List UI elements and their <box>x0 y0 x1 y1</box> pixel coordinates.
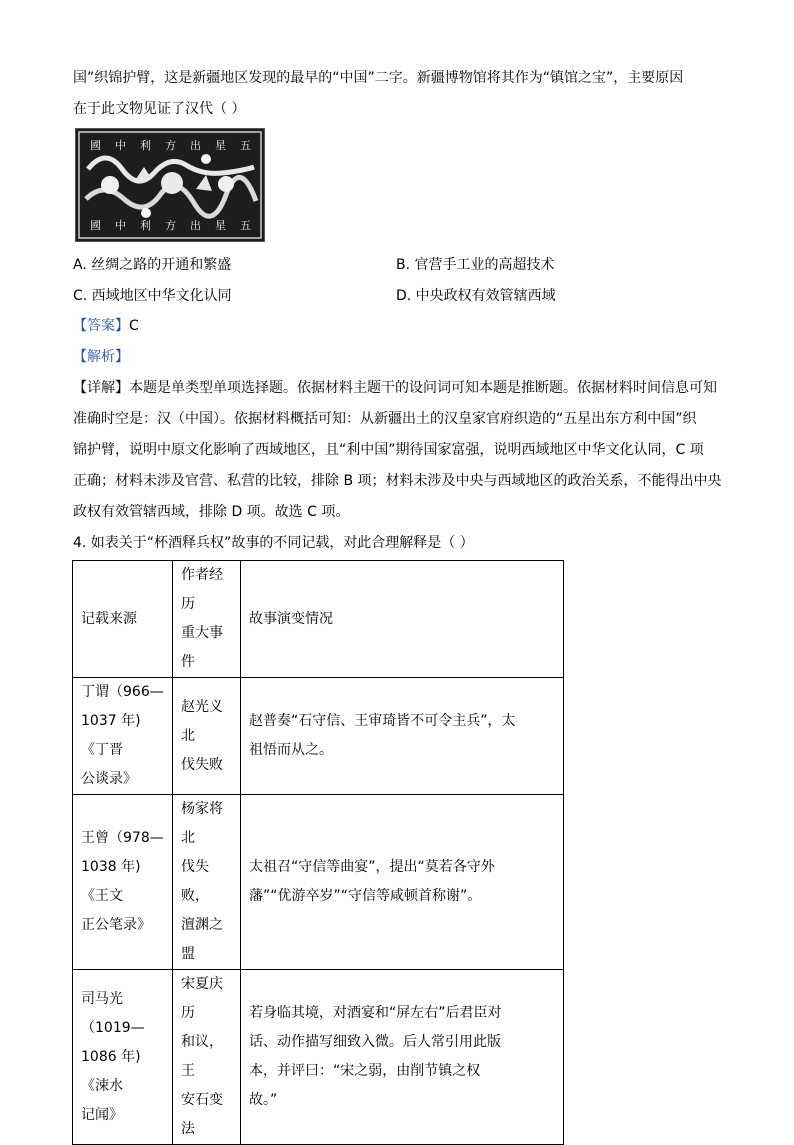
detail-line-5: 政权有效管辖西域，排除 D 项。故选 C 项。 <box>73 504 350 520</box>
cell-source: 王曾（978— 1038 年)《王文 正公笔录》 <box>73 795 173 970</box>
brocade-armguard-image <box>75 128 265 242</box>
table-row <box>73 795 564 970</box>
brocade-glyph: 中 <box>115 139 126 152</box>
header-source: 记载来源 <box>73 561 173 678</box>
brocade-glyph: 星 <box>215 219 226 232</box>
cell-events: 赵光义北 伐失败 <box>173 678 241 795</box>
brocade-glyph: 出 <box>190 139 201 152</box>
brocade-glyph: 方 <box>165 219 176 232</box>
detail-line-1 <box>73 378 717 398</box>
brocade-glyph: 出 <box>190 219 201 232</box>
intro-line-1: 国”织锦护臂，这是新疆地区发现的最早的“中国”二字。新疆博物馆将其作为“镇馆之宝”，主要原因 <box>73 70 684 86</box>
header-author-events: 作者经历 重大事件 <box>173 561 241 678</box>
option-a[interactable]: A. 丝绸之路的开通和繁盛 <box>73 257 232 273</box>
detail-line-3: 锦护臂，说明中原文化影响了西域地区，且“利中国”期待国家富强，说明西域地区中华文化认同，C 项 <box>73 442 704 458</box>
detail-text-1: 本题是单类型单项选择题。依据材料主题干的设问词可知本题是推断题。依据材料时间信息可知 <box>129 380 717 396</box>
answer-tag: 【答案】 <box>73 318 129 334</box>
brocade-glyph: 國 <box>90 139 101 152</box>
option-c[interactable]: C. 西域地区中华文化认同 <box>73 288 232 304</box>
cell-events: 杨家将北 伐失败， 澶渊之盟 <box>173 795 241 970</box>
answer-value: C <box>129 318 139 334</box>
table-row <box>73 678 564 795</box>
option-b[interactable]: B. 官营手工业的高超技术 <box>396 257 555 273</box>
brocade-glyph: 中 <box>115 219 126 232</box>
detail-line-4: 正确；材料未涉及官营、私营的比较，排除 B 项；材料未涉及中央与西域地区的政治关系，不能得出中央 <box>73 473 722 489</box>
question-4-stem: 4. 如表关于“杯酒释兵权”故事的不同记载，对此合理解释是（ ） <box>73 535 474 551</box>
cell-story: 若身临其境，对酒宴和“屏左右”后君臣对 话、动作描写细致入微。后人常引用此版 本，并评曰：“宋之弱，由削节镇之权 故。” <box>241 970 564 1145</box>
brocade-glyph: 五 <box>240 139 251 152</box>
cell-story: 太祖召“守信等曲宴”，提出“莫若各守外 藩”“优游卒岁”“守信等咸顿首称谢”。 <box>241 795 564 970</box>
records-table <box>72 560 564 1145</box>
cell-source: 丁谓（966— 1037 年)《丁晋 公谈录》 <box>73 678 173 795</box>
option-d[interactable]: D. 中央政权有效管辖西域 <box>396 288 556 304</box>
cell-source: 司马光（1019— 1086 年)《涑水 记闻》 <box>73 970 173 1145</box>
brocade-glyph: 星 <box>215 139 226 152</box>
table-header-row <box>73 561 564 678</box>
brocade-glyph: 利 <box>140 139 151 152</box>
cell-story: 赵普奏“石守信、王审琦皆不可令主兵”，太 祖悟而从之。 <box>241 678 564 795</box>
brocade-glyph: 五 <box>240 219 251 232</box>
detail-tag: 【详解】 <box>73 380 129 396</box>
analysis-line <box>73 347 129 367</box>
intro-line-2: 在于此文物见证了汉代（ ） <box>73 101 246 117</box>
header-story-evolution: 故事演变情况 <box>241 561 564 678</box>
analysis-tag: 【解析】 <box>73 349 129 365</box>
brocade-glyph: 方 <box>165 139 176 152</box>
cell-events: 宋夏庆历 和议，王 安石变法 <box>173 970 241 1145</box>
table-row <box>73 970 564 1145</box>
detail-line-2: 准确时空是：汉（中国）。依据材料概括可知：从新疆出土的汉皇家官府织造的“五星出东方利中国”织 <box>73 411 697 427</box>
answer-line <box>73 316 139 336</box>
brocade-glyph: 國 <box>90 219 101 232</box>
brocade-glyph: 利 <box>140 219 151 232</box>
